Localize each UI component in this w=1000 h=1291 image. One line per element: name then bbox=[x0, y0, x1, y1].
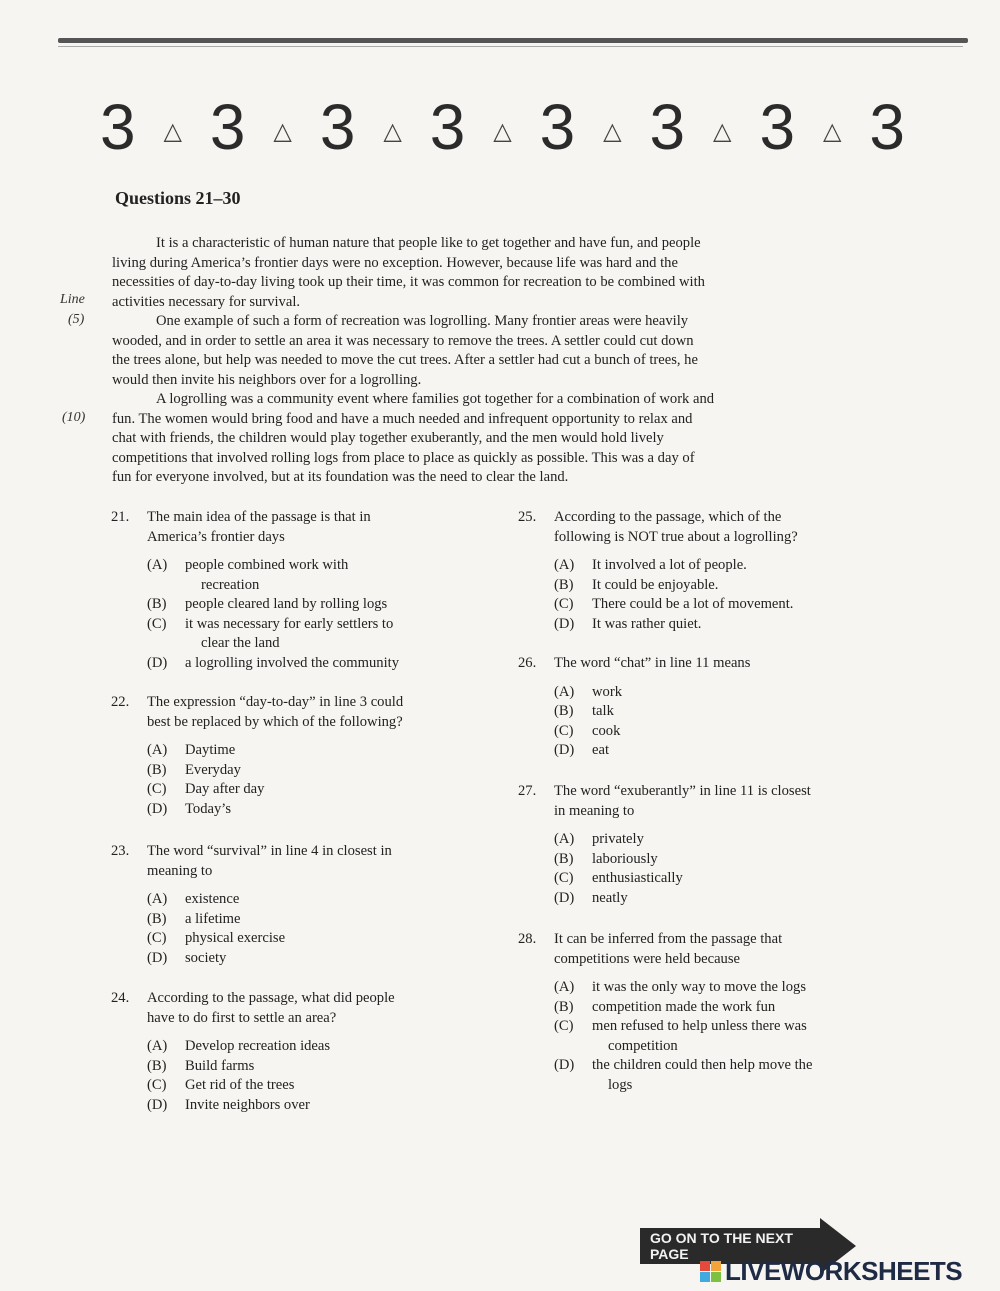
answer-option-text bbox=[185, 1037, 330, 1057]
answer-option-text bbox=[185, 654, 399, 674]
question-22 bbox=[111, 693, 483, 819]
section-banner bbox=[100, 92, 905, 162]
passage-line: chat with friends, the children would play together exuberantly, and the men would hold lively bbox=[112, 430, 664, 446]
answer-option-letter: (D) bbox=[147, 800, 168, 817]
triangle-icon: △ bbox=[273, 117, 292, 145]
line-number-5: (5) bbox=[68, 312, 85, 327]
liveworksheets-logo bbox=[700, 1256, 962, 1287]
line-number-10: (10) bbox=[62, 410, 86, 425]
answer-option bbox=[147, 890, 483, 910]
answer-option-line: Day after day bbox=[185, 781, 265, 797]
question-number: 21. bbox=[111, 509, 130, 525]
question-text-line: have to do first to settle an area? bbox=[147, 1009, 337, 1026]
answer-option-letter: (B) bbox=[554, 998, 574, 1015]
banner-digit: 3 bbox=[429, 91, 466, 163]
question-text bbox=[554, 654, 750, 674]
question-stem bbox=[111, 693, 483, 732]
answer-option-line: competition bbox=[608, 1037, 678, 1054]
answer-option-text bbox=[185, 1076, 294, 1096]
line-label: Line bbox=[60, 292, 85, 307]
answer-option-text bbox=[185, 780, 264, 800]
passage-line: A logrolling was a community event where families got together for a combination of work and bbox=[156, 391, 715, 407]
top-rule bbox=[58, 38, 968, 43]
answer-option bbox=[147, 949, 483, 969]
answer-option-line: physical exercise bbox=[185, 930, 286, 946]
question-number: 22. bbox=[111, 694, 130, 710]
answer-option-line: talk bbox=[592, 703, 614, 719]
question-text-line: The main idea of the passage is that in bbox=[147, 509, 371, 525]
answer-option-line: Build farms bbox=[185, 1057, 255, 1074]
answer-option-letter: (D) bbox=[147, 1096, 168, 1113]
banner-digit: 3 bbox=[100, 91, 136, 163]
answer-option-line: Develop recreation ideas bbox=[185, 1038, 331, 1054]
answer-option bbox=[147, 910, 483, 930]
answer-option-text bbox=[592, 615, 701, 635]
question-text bbox=[147, 842, 392, 881]
triangle-icon: △ bbox=[493, 117, 512, 145]
answer-option-letter: (B) bbox=[554, 576, 574, 593]
answer-option-letter: (C) bbox=[554, 870, 574, 886]
question-25 bbox=[518, 508, 898, 634]
answer-option-text bbox=[592, 998, 775, 1018]
answer-option-line: Invite neighbors over bbox=[185, 1096, 310, 1113]
answer-option-line: Today’s bbox=[185, 800, 231, 817]
banner-digit: 3 bbox=[869, 91, 905, 163]
question-number: 28. bbox=[518, 931, 537, 947]
question-text-line: The word “chat” in line 11 means bbox=[554, 655, 751, 671]
answer-option-letter: (C) bbox=[554, 596, 574, 612]
answer-option-text bbox=[592, 595, 793, 615]
answer-option bbox=[554, 998, 898, 1018]
answer-option bbox=[147, 761, 483, 781]
answer-option-letter: (A) bbox=[147, 1038, 168, 1054]
passage-line: would then invite his neighbors over for a logrolling. bbox=[112, 371, 422, 388]
answer-option-line: enthusiastically bbox=[592, 870, 683, 886]
triangle-icon: △ bbox=[383, 117, 402, 145]
questions-heading: Questions 21–30 bbox=[115, 188, 241, 208]
answer-option bbox=[554, 595, 898, 615]
answer-option-letter: (D) bbox=[554, 742, 575, 758]
answer-option bbox=[147, 556, 483, 595]
question-28 bbox=[518, 930, 898, 1095]
answer-option-text bbox=[592, 741, 609, 761]
answer-option-line: Everyday bbox=[185, 761, 241, 778]
answer-option-text bbox=[185, 761, 241, 781]
triangle-icon: △ bbox=[603, 117, 622, 145]
answer-option bbox=[147, 654, 483, 674]
passage-line: fun. The women would bring food and have a much needed and infrequent opportunity to relax and bbox=[112, 410, 693, 427]
answer-option-line: eat bbox=[592, 742, 610, 758]
question-21 bbox=[111, 508, 483, 673]
answer-option-letter: (D) bbox=[554, 615, 575, 632]
answer-option-line: It was rather quiet. bbox=[592, 615, 702, 632]
answer-option-letter: (A) bbox=[147, 557, 168, 573]
answer-option-text bbox=[185, 929, 285, 949]
question-text-line: The expression “day-to-day” in line 3 could bbox=[147, 694, 404, 710]
answer-option-line: existence bbox=[185, 891, 240, 907]
answer-option-letter: (A) bbox=[554, 979, 575, 995]
answer-option bbox=[147, 1037, 483, 1057]
answer-option-line: laboriously bbox=[592, 850, 658, 867]
answer-option-text bbox=[592, 869, 683, 889]
answer-option-line: a lifetime bbox=[185, 910, 241, 927]
answer-option-line: neatly bbox=[592, 889, 628, 906]
answer-option-letter: (B) bbox=[147, 910, 167, 927]
liveworksheets-logo-icon bbox=[700, 1261, 721, 1282]
answer-option-text bbox=[185, 615, 393, 654]
question-text bbox=[554, 508, 798, 547]
answer-option-line: the children could then help move the bbox=[592, 1057, 813, 1073]
answer-option bbox=[554, 683, 898, 703]
answer-option bbox=[554, 615, 898, 635]
answer-option-letter: (D) bbox=[147, 949, 168, 966]
answer-option-line: It could be enjoyable. bbox=[592, 576, 719, 593]
answer-options bbox=[111, 556, 483, 673]
question-stem bbox=[518, 782, 898, 821]
answer-option-line: work bbox=[592, 683, 622, 700]
answer-option-letter: (A) bbox=[554, 683, 575, 700]
answer-option-line: It involved a lot of people. bbox=[592, 557, 747, 573]
triangle-icon: △ bbox=[163, 117, 182, 145]
answer-option-line: cook bbox=[592, 722, 621, 739]
question-number: 23. bbox=[111, 843, 130, 859]
answer-option bbox=[554, 1017, 898, 1056]
liveworksheets-wordmark: LIVEWORKSHEETS bbox=[725, 1256, 963, 1286]
answer-options bbox=[518, 556, 898, 634]
answer-option-line: it was necessary for early settlers to bbox=[185, 615, 394, 632]
logo-square bbox=[700, 1272, 710, 1282]
banner-digit: 3 bbox=[539, 91, 576, 163]
answer-option-letter: (C) bbox=[147, 615, 167, 632]
passage-line: necessities of day-to-day living took up their time, it was common for recreation to be combined with bbox=[112, 274, 705, 290]
question-26 bbox=[518, 654, 898, 761]
answer-option-letter: (B) bbox=[554, 850, 574, 867]
top-rule-thin bbox=[58, 46, 963, 47]
answer-option-letter: (A) bbox=[554, 831, 575, 847]
answer-option-line: a logrolling involved the community bbox=[185, 654, 400, 671]
answer-option-text bbox=[185, 800, 231, 820]
reading-passage bbox=[112, 234, 882, 488]
answer-option bbox=[554, 978, 898, 998]
logo-square bbox=[700, 1261, 710, 1271]
question-text-line: best be replaced by which of the following? bbox=[147, 713, 403, 730]
passage-line: living during America’s frontier days were no exception. However, because life was hard and the bbox=[112, 254, 678, 271]
answer-option bbox=[554, 576, 898, 596]
answer-option bbox=[147, 1057, 483, 1077]
logo-square bbox=[711, 1272, 721, 1282]
passage-line: competitions that involved rolling logs from place to place as quickly as possible. This was a day of bbox=[112, 449, 695, 466]
answer-option bbox=[147, 615, 483, 654]
answer-option-text bbox=[185, 890, 239, 910]
answer-option bbox=[554, 556, 898, 576]
answer-options bbox=[111, 890, 483, 968]
question-text-line: America’s frontier days bbox=[147, 528, 285, 545]
answer-option-letter: (C) bbox=[147, 930, 167, 946]
answer-option-line: people combined work with bbox=[185, 557, 349, 573]
answer-option-text bbox=[592, 850, 658, 870]
question-stem bbox=[111, 508, 483, 547]
answer-option bbox=[147, 595, 483, 615]
question-text-line: It can be inferred from the passage that bbox=[554, 931, 783, 947]
question-23 bbox=[111, 842, 483, 968]
answer-option-text bbox=[185, 1057, 254, 1077]
answer-option-letter: (C) bbox=[147, 1077, 167, 1093]
answer-option-text bbox=[592, 889, 628, 909]
answer-option-line: society bbox=[185, 949, 227, 966]
answer-option bbox=[554, 741, 898, 761]
answer-option-letter: (B) bbox=[147, 1057, 167, 1074]
question-text-line: competitions were held because bbox=[554, 950, 740, 967]
question-text bbox=[147, 989, 395, 1028]
answer-option-letter: (D) bbox=[554, 1057, 575, 1073]
banner-digit: 3 bbox=[759, 91, 796, 163]
answer-option-letter: (A) bbox=[147, 742, 168, 758]
question-stem bbox=[111, 989, 483, 1028]
answer-option bbox=[554, 722, 898, 742]
answer-option bbox=[147, 741, 483, 761]
answer-option-text bbox=[592, 1056, 812, 1095]
answer-option-letter: (B) bbox=[147, 596, 167, 612]
answer-option-text bbox=[592, 576, 718, 596]
answer-option-line: There could be a lot of movement. bbox=[592, 596, 794, 612]
answer-options bbox=[111, 1037, 483, 1115]
answer-option bbox=[147, 780, 483, 800]
question-stem bbox=[518, 930, 898, 969]
question-text bbox=[554, 782, 811, 821]
passage-line: It is a characteristic of human nature that people like to get together and have fun, and people bbox=[156, 235, 701, 251]
question-number: 27. bbox=[518, 783, 537, 799]
passage-line: activities necessary for survival. bbox=[112, 293, 301, 310]
answer-option bbox=[147, 1096, 483, 1116]
question-text bbox=[147, 693, 403, 732]
answer-option bbox=[554, 889, 898, 909]
answer-option-line: Daytime bbox=[185, 742, 236, 758]
answer-options bbox=[111, 741, 483, 819]
question-text-line: following is NOT true about a logrolling? bbox=[554, 528, 798, 545]
answer-option-text bbox=[592, 1017, 807, 1056]
answer-options bbox=[518, 830, 898, 908]
answer-option bbox=[554, 869, 898, 889]
answer-option-line: competition made the work fun bbox=[592, 998, 776, 1015]
answer-option bbox=[147, 1076, 483, 1096]
answer-option-line: logs bbox=[608, 1076, 633, 1093]
answer-option-line: recreation bbox=[201, 576, 260, 593]
answer-option-line: it was the only way to move the logs bbox=[592, 979, 807, 995]
go-on-next-page-label: GO ON TO THE NEXT PAGE bbox=[640, 1228, 820, 1264]
answer-options bbox=[518, 683, 898, 761]
answer-option-text bbox=[592, 683, 622, 703]
answer-option-text bbox=[185, 910, 241, 930]
answer-option-line: clear the land bbox=[201, 635, 280, 651]
question-text bbox=[147, 508, 371, 547]
answer-option-letter: (A) bbox=[554, 557, 575, 573]
answer-option-line: people cleared land by rolling logs bbox=[185, 596, 388, 612]
question-number: 26. bbox=[518, 655, 537, 671]
answer-option-text bbox=[185, 949, 226, 969]
banner-digit: 3 bbox=[209, 91, 246, 163]
answer-option-letter: (A) bbox=[147, 891, 168, 907]
banner-digit: 3 bbox=[319, 91, 356, 163]
answer-option-letter: (D) bbox=[554, 889, 575, 906]
answer-option bbox=[147, 929, 483, 949]
question-text-line: According to the passage, what did people bbox=[147, 990, 395, 1006]
question-stem bbox=[518, 654, 898, 674]
answer-option-letter: (C) bbox=[554, 722, 574, 739]
answer-option-letter: (B) bbox=[147, 761, 167, 778]
question-text-line: in meaning to bbox=[554, 802, 635, 819]
answer-option bbox=[554, 830, 898, 850]
question-stem bbox=[111, 842, 483, 881]
answer-option-line: Get rid of the trees bbox=[185, 1077, 295, 1093]
passage-line: wooded, and in order to settle an area it was necessary to remove the trees. A settler could cut down bbox=[112, 332, 694, 349]
question-number: 25. bbox=[518, 509, 537, 525]
answer-option-text bbox=[592, 978, 806, 998]
answer-option bbox=[554, 702, 898, 722]
question-27 bbox=[518, 782, 898, 908]
question-number: 24. bbox=[111, 990, 130, 1006]
logo-square bbox=[711, 1261, 721, 1271]
answer-option bbox=[147, 800, 483, 820]
answer-option bbox=[554, 850, 898, 870]
question-text-line: The word “survival” in line 4 in closest in bbox=[147, 843, 392, 859]
answer-option-text bbox=[592, 702, 614, 722]
answer-option-line: men refused to help unless there was bbox=[592, 1018, 807, 1034]
answer-option-text bbox=[592, 830, 644, 850]
answer-options bbox=[518, 978, 898, 1095]
answer-option-letter: (C) bbox=[554, 1018, 574, 1034]
answer-option-letter: (C) bbox=[147, 781, 167, 797]
question-text bbox=[554, 930, 782, 969]
question-24 bbox=[111, 989, 483, 1115]
question-text-line: The word “exuberantly” in line 11 is closest bbox=[554, 783, 811, 799]
answer-option-text bbox=[592, 556, 747, 576]
question-text-line: meaning to bbox=[147, 862, 213, 879]
answer-option-text bbox=[185, 556, 348, 595]
banner-digit: 3 bbox=[649, 91, 686, 163]
passage-line: One example of such a form of recreation was logrolling. Many frontier areas were heavily bbox=[156, 313, 689, 329]
answer-option bbox=[554, 1056, 898, 1095]
triangle-icon: △ bbox=[713, 117, 732, 145]
answer-option-text bbox=[185, 595, 387, 615]
answer-option-text bbox=[185, 1096, 310, 1116]
question-stem bbox=[518, 508, 898, 547]
passage-line: the trees alone, but help was needed to move the cut trees. After a settler had cut a bunch of trees, he bbox=[112, 352, 698, 368]
answer-option-letter: (B) bbox=[554, 703, 574, 719]
answer-option-text bbox=[592, 722, 620, 742]
triangle-icon: △ bbox=[822, 117, 842, 145]
answer-option-letter: (D) bbox=[147, 654, 168, 671]
passage-line: fun for everyone involved, but at its foundation was the need to clear the land. bbox=[112, 469, 569, 485]
question-text-line: According to the passage, which of the bbox=[554, 509, 782, 525]
answer-option-text bbox=[185, 741, 235, 761]
answer-option-line: privately bbox=[592, 831, 644, 847]
